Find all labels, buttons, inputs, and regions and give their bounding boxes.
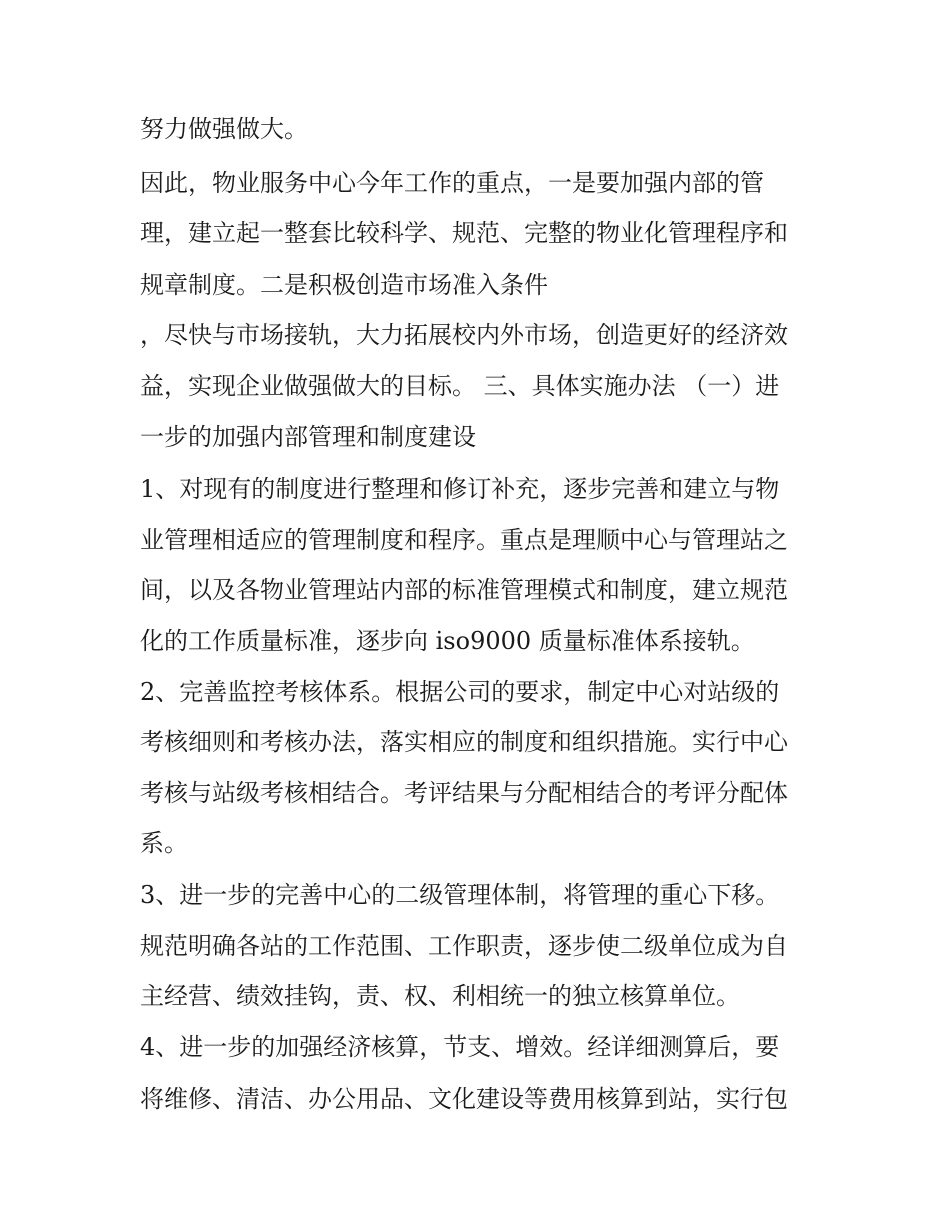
text-line: 努力做强做大。: [140, 115, 308, 143]
text-line: 因此，物业服务中心今年工作的重点，一是要加强内部的管: [140, 169, 764, 197]
text-line: 系。: [140, 829, 188, 857]
text-line: 一步的加强内部管理和制度建设: [140, 423, 476, 451]
text-line: 将维修、清洁、办公用品、文化建设等费用核算到站，实行包: [140, 1085, 788, 1113]
text-line: 间，以及各物业管理站内部的标准管理模式和制度，建立规范: [140, 576, 788, 604]
text-line: 1、对现有的制度进行整理和修订补充，逐步完善和建立与物: [140, 475, 780, 503]
text-line: 考核与站级考核相结合。考评结果与分配相结合的考评分配体: [140, 779, 788, 807]
text-line: 规章制度。二是积极创造市场准入条件: [140, 271, 548, 299]
text-line: ，尽快与市场接轨，大力拓展校内外市场，创造更好的经济效: [140, 321, 788, 349]
text-line: 化的工作质量标准，逐步向 iso9000 质量标准体系接轨。: [140, 627, 755, 655]
text-line: 主经营、绩效挂钩，责、权、利相统一的独立核算单位。: [140, 982, 740, 1010]
text-line: 业管理相适应的管理制度和程序。重点是理顺中心与管理站之: [140, 526, 788, 554]
text-line: 4、进一步的加强经济核算，节支、增效。经详细测算后，要: [140, 1033, 780, 1061]
text-line: 2、完善监控考核体系。根据公司的要求，制定中心对站级的: [140, 678, 780, 706]
text-line: 规范明确各站的工作范围、工作职责，逐步使二级单位成为自: [140, 932, 788, 960]
text-line: 考核细则和考核办法，落实相应的制度和组织措施。实行中心: [140, 728, 788, 756]
text-line: 理，建立起一整套比较科学、规范、完整的物业化管理程序和: [140, 219, 788, 247]
text-line: 3、进一步的完善中心的二级管理体制，将管理的重心下移。: [140, 881, 780, 909]
text-line: 益，实现企业做强做大的目标。 三、具体实施办法 （一）进: [140, 372, 780, 400]
